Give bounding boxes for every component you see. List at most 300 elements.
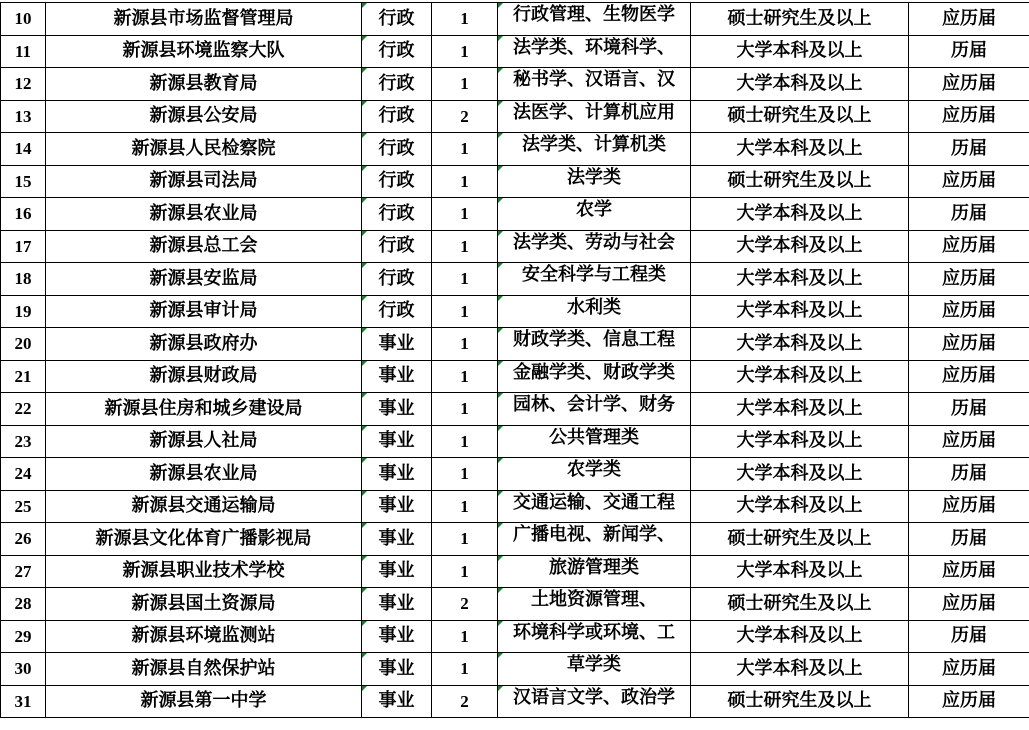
unit-name-text: 新源县第一中学 (140, 690, 267, 712)
cell-comment-marker (362, 166, 367, 171)
major-cell[interactable] (498, 523, 691, 556)
position-type-cell[interactable] (362, 360, 432, 393)
major-cell[interactable] (498, 458, 691, 491)
graduate-status-cell[interactable] (909, 425, 1029, 458)
headcount-text: 1 (460, 171, 469, 191)
graduate-status-text: 应历届 (942, 332, 996, 354)
major-text: 行政管理、生物医学 (513, 4, 675, 26)
major-text: 安全科学与工程类 (522, 264, 666, 286)
education-text: 大学本科及以上 (736, 397, 863, 419)
row-number-cell[interactable] (1, 620, 46, 653)
row-number-text: 21 (14, 366, 32, 386)
cell-comment-marker (362, 361, 367, 366)
table-row (1, 35, 1029, 68)
position-type-cell[interactable] (362, 458, 432, 491)
education-cell[interactable] (691, 653, 909, 686)
cell-comment-marker (498, 263, 503, 268)
row-number-text: 18 (14, 269, 32, 289)
graduate-status-cell[interactable] (909, 263, 1029, 296)
position-type-cell[interactable] (362, 263, 432, 296)
position-type-cell[interactable] (362, 295, 432, 328)
graduate-status-cell[interactable] (909, 165, 1029, 198)
position-type-text: 行政 (378, 170, 415, 192)
education-text: 大学本科及以上 (736, 430, 863, 452)
row-number-cell[interactable] (1, 458, 46, 491)
unit-name-text: 新源县农业局 (149, 202, 258, 224)
education-text: 大学本科及以上 (736, 137, 863, 159)
unit-name-text: 新源县自然保护站 (131, 657, 276, 679)
major-text: 法医学、计算机应用 (513, 101, 675, 123)
headcount-cell[interactable] (432, 555, 498, 588)
row-number-cell[interactable] (1, 523, 46, 556)
cell-comment-marker (498, 621, 503, 626)
unit-name-cell[interactable] (46, 588, 362, 621)
major-cell[interactable] (498, 165, 691, 198)
position-type-text: 事业 (378, 560, 415, 582)
row-number-text: 12 (14, 74, 32, 94)
graduate-status-cell[interactable] (909, 523, 1029, 556)
cell-comment-marker (362, 621, 367, 626)
headcount-cell[interactable] (432, 165, 498, 198)
graduate-status-text: 历届 (951, 462, 987, 484)
graduate-status-cell[interactable] (909, 458, 1029, 491)
education-text: 大学本科及以上 (736, 72, 863, 94)
unit-name-text: 新源县司法局 (149, 170, 258, 192)
education-text: 硕士研究生及以上 (727, 170, 872, 192)
education-text: 大学本科及以上 (736, 332, 863, 354)
graduate-status-cell[interactable] (909, 68, 1029, 101)
position-type-cell[interactable] (362, 198, 432, 231)
unit-name-text: 新源县职业技术学校 (122, 560, 285, 582)
graduate-status-cell[interactable] (909, 133, 1029, 166)
major-cell[interactable] (498, 393, 691, 426)
education-cell[interactable] (691, 198, 909, 231)
position-type-cell[interactable] (362, 328, 432, 361)
headcount-cell[interactable] (432, 458, 498, 491)
education-cell[interactable] (691, 100, 909, 133)
graduate-status-text: 应历届 (942, 430, 996, 452)
table-row (1, 588, 1029, 621)
graduate-status-cell[interactable] (909, 3, 1029, 36)
headcount-cell[interactable] (432, 68, 498, 101)
row-number-cell[interactable] (1, 3, 46, 36)
major-cell[interactable] (498, 620, 691, 653)
cell-comment-marker (498, 458, 503, 463)
headcount-cell[interactable] (432, 328, 498, 361)
major-cell[interactable] (498, 490, 691, 523)
headcount-cell[interactable] (432, 620, 498, 653)
headcount-text: 1 (460, 496, 469, 516)
education-cell[interactable] (691, 263, 909, 296)
row-number-text: 27 (14, 561, 32, 581)
row-number-cell[interactable] (1, 133, 46, 166)
education-cell[interactable] (691, 230, 909, 263)
major-cell[interactable] (498, 295, 691, 328)
cell-comment-marker (498, 426, 503, 431)
row-number-text: 17 (14, 236, 32, 256)
headcount-cell[interactable] (432, 100, 498, 133)
major-cell[interactable] (498, 100, 691, 133)
row-number-text: 20 (14, 334, 32, 354)
row-number-cell[interactable] (1, 328, 46, 361)
headcount-cell[interactable] (432, 133, 498, 166)
graduate-status-text: 应历届 (942, 690, 996, 712)
row-number-cell[interactable] (1, 685, 46, 718)
table-row (1, 68, 1029, 101)
row-number-text: 15 (14, 171, 32, 191)
headcount-text: 1 (460, 399, 469, 419)
position-type-cell[interactable] (362, 653, 432, 686)
position-type-cell[interactable] (362, 3, 432, 36)
headcount-text: 1 (460, 236, 469, 256)
row-number-cell[interactable] (1, 230, 46, 263)
education-text: 硕士研究生及以上 (727, 105, 872, 127)
unit-name-cell[interactable] (46, 133, 362, 166)
table-row (1, 620, 1029, 653)
major-cell[interactable] (498, 360, 691, 393)
graduate-status-cell[interactable] (909, 555, 1029, 588)
major-text: 法学类、劳动与社会 (513, 231, 675, 253)
education-cell[interactable] (691, 555, 909, 588)
major-text: 旅游管理类 (549, 556, 639, 578)
unit-name-cell[interactable] (46, 100, 362, 133)
education-cell[interactable] (691, 133, 909, 166)
education-text: 大学本科及以上 (736, 462, 863, 484)
graduate-status-cell[interactable] (909, 35, 1029, 68)
cell-comment-marker (362, 523, 367, 528)
cell-comment-marker (498, 653, 503, 658)
unit-name-text: 新源县农业局 (149, 462, 258, 484)
position-type-text: 行政 (378, 105, 415, 127)
major-cell[interactable] (498, 230, 691, 263)
major-cell[interactable] (498, 588, 691, 621)
headcount-cell[interactable] (432, 393, 498, 426)
education-cell[interactable] (691, 360, 909, 393)
position-type-text: 事业 (378, 527, 415, 549)
row-number-cell[interactable] (1, 35, 46, 68)
headcount-text: 1 (460, 626, 469, 646)
row-number-cell[interactable] (1, 68, 46, 101)
row-number-cell[interactable] (1, 165, 46, 198)
major-cell[interactable] (498, 68, 691, 101)
education-cell[interactable] (691, 523, 909, 556)
table-row (1, 198, 1029, 231)
unit-name-cell[interactable] (46, 198, 362, 231)
row-number-text: 10 (14, 9, 32, 29)
position-type-cell[interactable] (362, 68, 432, 101)
headcount-cell[interactable] (432, 588, 498, 621)
position-type-cell[interactable] (362, 685, 432, 718)
unit-name-text: 新源县国土资源局 (131, 592, 276, 614)
graduate-status-text: 历届 (951, 202, 987, 224)
unit-name-cell[interactable] (46, 555, 362, 588)
major-text: 环境科学或环境、工 (513, 621, 675, 643)
cell-comment-marker (498, 36, 503, 41)
education-text: 大学本科及以上 (736, 365, 863, 387)
unit-name-text: 新源县环境监察大队 (122, 40, 285, 62)
major-cell[interactable] (498, 3, 691, 36)
row-number-cell[interactable] (1, 360, 46, 393)
major-text: 汉语言文学、政治学 (513, 686, 675, 708)
education-text: 硕士研究生及以上 (727, 690, 872, 712)
headcount-text: 1 (460, 529, 469, 549)
major-text: 土地资源管理、 (531, 589, 657, 611)
row-number-text: 28 (14, 594, 32, 614)
unit-name-text: 新源县公安局 (149, 105, 258, 127)
headcount-cell[interactable] (432, 685, 498, 718)
unit-name-cell[interactable] (46, 263, 362, 296)
unit-name-cell[interactable] (46, 393, 362, 426)
graduate-status-cell[interactable] (909, 328, 1029, 361)
unit-name-cell[interactable] (46, 685, 362, 718)
education-text: 大学本科及以上 (736, 235, 863, 257)
headcount-cell[interactable] (432, 198, 498, 231)
headcount-text: 1 (460, 366, 469, 386)
graduate-status-cell[interactable] (909, 490, 1029, 523)
table-row (1, 230, 1029, 263)
major-text: 农学类 (567, 459, 621, 481)
row-number-cell[interactable] (1, 653, 46, 686)
graduate-status-cell[interactable] (909, 230, 1029, 263)
row-number-text: 16 (14, 204, 32, 224)
headcount-text: 1 (460, 659, 469, 679)
education-cell[interactable] (691, 328, 909, 361)
headcount-cell[interactable] (432, 3, 498, 36)
unit-name-cell[interactable] (46, 620, 362, 653)
graduate-status-text: 应历届 (942, 235, 996, 257)
graduate-status-text: 应历届 (942, 267, 996, 289)
headcount-cell[interactable] (432, 263, 498, 296)
education-cell[interactable] (691, 393, 909, 426)
graduate-status-cell[interactable] (909, 295, 1029, 328)
headcount-cell[interactable] (432, 523, 498, 556)
position-type-cell[interactable] (362, 100, 432, 133)
cell-comment-marker (498, 101, 503, 106)
headcount-text: 2 (460, 106, 469, 126)
graduate-status-cell[interactable] (909, 198, 1029, 231)
cell-comment-marker (498, 588, 503, 593)
table-row (1, 458, 1029, 491)
position-type-cell[interactable] (362, 490, 432, 523)
position-type-cell[interactable] (362, 620, 432, 653)
education-text: 硕士研究生及以上 (727, 7, 872, 29)
cell-comment-marker (498, 198, 503, 203)
major-text: 法学类 (567, 166, 621, 188)
education-cell[interactable] (691, 295, 909, 328)
graduate-status-cell[interactable] (909, 100, 1029, 133)
headcount-cell[interactable] (432, 295, 498, 328)
row-number-cell[interactable] (1, 100, 46, 133)
major-text: 广播电视、新闻学、 (513, 524, 675, 546)
position-type-cell[interactable] (362, 165, 432, 198)
position-type-text: 事业 (378, 592, 415, 614)
headcount-cell[interactable] (432, 360, 498, 393)
major-cell[interactable] (498, 263, 691, 296)
unit-name-text: 新源县文化体育广播影视局 (95, 527, 312, 549)
headcount-cell[interactable] (432, 230, 498, 263)
major-cell[interactable] (498, 653, 691, 686)
position-type-cell[interactable] (362, 35, 432, 68)
major-text: 水利类 (567, 296, 621, 318)
position-type-cell[interactable] (362, 588, 432, 621)
unit-name-cell[interactable] (46, 68, 362, 101)
cell-comment-marker (362, 36, 367, 41)
graduate-status-text: 应历届 (942, 365, 996, 387)
major-text: 农学 (576, 199, 612, 221)
cell-comment-marker (498, 133, 503, 138)
table-row (1, 328, 1029, 361)
headcount-cell[interactable] (432, 490, 498, 523)
major-cell[interactable] (498, 35, 691, 68)
headcount-text: 1 (460, 334, 469, 354)
major-cell[interactable] (498, 685, 691, 718)
headcount-text: 1 (460, 204, 469, 224)
table-row (1, 263, 1029, 296)
graduate-status-text: 应历届 (942, 592, 996, 614)
position-type-text: 事业 (378, 397, 415, 419)
unit-name-text: 新源县安监局 (149, 267, 258, 289)
unit-name-cell[interactable] (46, 523, 362, 556)
unit-name-cell[interactable] (46, 425, 362, 458)
unit-name-cell[interactable] (46, 35, 362, 68)
education-cell[interactable] (691, 588, 909, 621)
row-number-cell[interactable] (1, 295, 46, 328)
row-number-cell[interactable] (1, 263, 46, 296)
major-cell[interactable] (498, 555, 691, 588)
table-row (1, 490, 1029, 523)
graduate-status-cell[interactable] (909, 653, 1029, 686)
education-cell[interactable] (691, 68, 909, 101)
unit-name-cell[interactable] (46, 295, 362, 328)
unit-name-text: 新源县政府办 (149, 332, 258, 354)
graduate-status-text: 历届 (951, 397, 987, 419)
unit-name-cell[interactable] (46, 230, 362, 263)
graduate-status-cell[interactable] (909, 685, 1029, 718)
cell-comment-marker (362, 458, 367, 463)
unit-name-cell[interactable] (46, 653, 362, 686)
cell-comment-marker (362, 556, 367, 561)
cell-comment-marker (362, 686, 367, 691)
education-cell[interactable] (691, 458, 909, 491)
row-number-text: 13 (14, 106, 32, 126)
unit-name-cell[interactable] (46, 328, 362, 361)
unit-name-cell[interactable] (46, 3, 362, 36)
headcount-text: 1 (460, 431, 469, 451)
headcount-text: 1 (460, 9, 469, 29)
major-text: 秘书学、汉语言、汉 (513, 69, 675, 91)
education-text: 大学本科及以上 (736, 267, 863, 289)
major-cell[interactable] (498, 133, 691, 166)
position-type-cell[interactable] (362, 133, 432, 166)
graduate-status-cell[interactable] (909, 620, 1029, 653)
headcount-cell[interactable] (432, 35, 498, 68)
graduate-status-cell[interactable] (909, 588, 1029, 621)
cell-comment-marker (362, 198, 367, 203)
position-type-text: 事业 (378, 430, 415, 452)
position-type-cell[interactable] (362, 230, 432, 263)
major-cell[interactable] (498, 328, 691, 361)
row-number-cell[interactable] (1, 425, 46, 458)
education-text: 大学本科及以上 (736, 202, 863, 224)
major-cell[interactable] (498, 425, 691, 458)
row-number-text: 29 (14, 626, 32, 646)
education-cell[interactable] (691, 3, 909, 36)
cell-comment-marker (362, 263, 367, 268)
headcount-cell[interactable] (432, 653, 498, 686)
headcount-cell[interactable] (432, 425, 498, 458)
headcount-text: 1 (460, 74, 469, 94)
unit-name-text: 新源县教育局 (149, 72, 258, 94)
cell-comment-marker (362, 231, 367, 236)
headcount-text: 1 (460, 561, 469, 581)
graduate-status-text: 应历届 (942, 495, 996, 517)
unit-name-text: 新源县人社局 (149, 430, 258, 452)
headcount-text: 1 (460, 139, 469, 159)
major-text: 公共管理类 (549, 426, 639, 448)
cell-comment-marker (498, 523, 503, 528)
graduate-status-text: 应历届 (942, 170, 996, 192)
education-cell[interactable] (691, 35, 909, 68)
position-type-cell[interactable] (362, 393, 432, 426)
major-text: 法学类、计算机类 (522, 134, 666, 156)
table-row (1, 360, 1029, 393)
education-cell[interactable] (691, 620, 909, 653)
graduate-status-cell[interactable] (909, 393, 1029, 426)
cell-comment-marker (498, 491, 503, 496)
graduate-status-text: 历届 (951, 625, 987, 647)
cell-comment-marker (362, 588, 367, 593)
position-type-text: 行政 (378, 267, 415, 289)
position-type-text: 事业 (378, 657, 415, 679)
graduate-status-text: 应历届 (942, 72, 996, 94)
row-number-cell[interactable] (1, 198, 46, 231)
graduate-status-text: 历届 (951, 137, 987, 159)
cell-comment-marker (498, 296, 503, 301)
unit-name-cell[interactable] (46, 490, 362, 523)
row-number-cell[interactable] (1, 490, 46, 523)
position-type-text: 行政 (378, 235, 415, 257)
row-number-cell[interactable] (1, 393, 46, 426)
position-type-cell[interactable] (362, 425, 432, 458)
education-text: 大学本科及以上 (736, 560, 863, 582)
graduate-status-text: 应历届 (942, 7, 996, 29)
education-cell[interactable] (691, 490, 909, 523)
major-text: 法学类、环境科学、 (513, 36, 675, 58)
row-number-cell[interactable] (1, 555, 46, 588)
education-cell[interactable] (691, 425, 909, 458)
unit-name-cell[interactable] (46, 165, 362, 198)
cell-comment-marker (362, 393, 367, 398)
major-cell[interactable] (498, 198, 691, 231)
education-cell[interactable] (691, 165, 909, 198)
unit-name-text: 新源县人民检察院 (131, 137, 276, 159)
row-number-cell[interactable] (1, 588, 46, 621)
row-number-text: 25 (14, 496, 32, 516)
position-type-cell[interactable] (362, 523, 432, 556)
cell-comment-marker (362, 491, 367, 496)
unit-name-cell[interactable] (46, 458, 362, 491)
position-type-text: 事业 (378, 462, 415, 484)
education-text: 大学本科及以上 (736, 495, 863, 517)
unit-name-cell[interactable] (46, 360, 362, 393)
graduate-status-cell[interactable] (909, 360, 1029, 393)
position-type-cell[interactable] (362, 555, 432, 588)
position-type-text: 行政 (378, 7, 415, 29)
row-number-text: 24 (14, 464, 32, 484)
cell-comment-marker (498, 686, 503, 691)
education-cell[interactable] (691, 685, 909, 718)
row-number-text: 19 (14, 301, 32, 321)
